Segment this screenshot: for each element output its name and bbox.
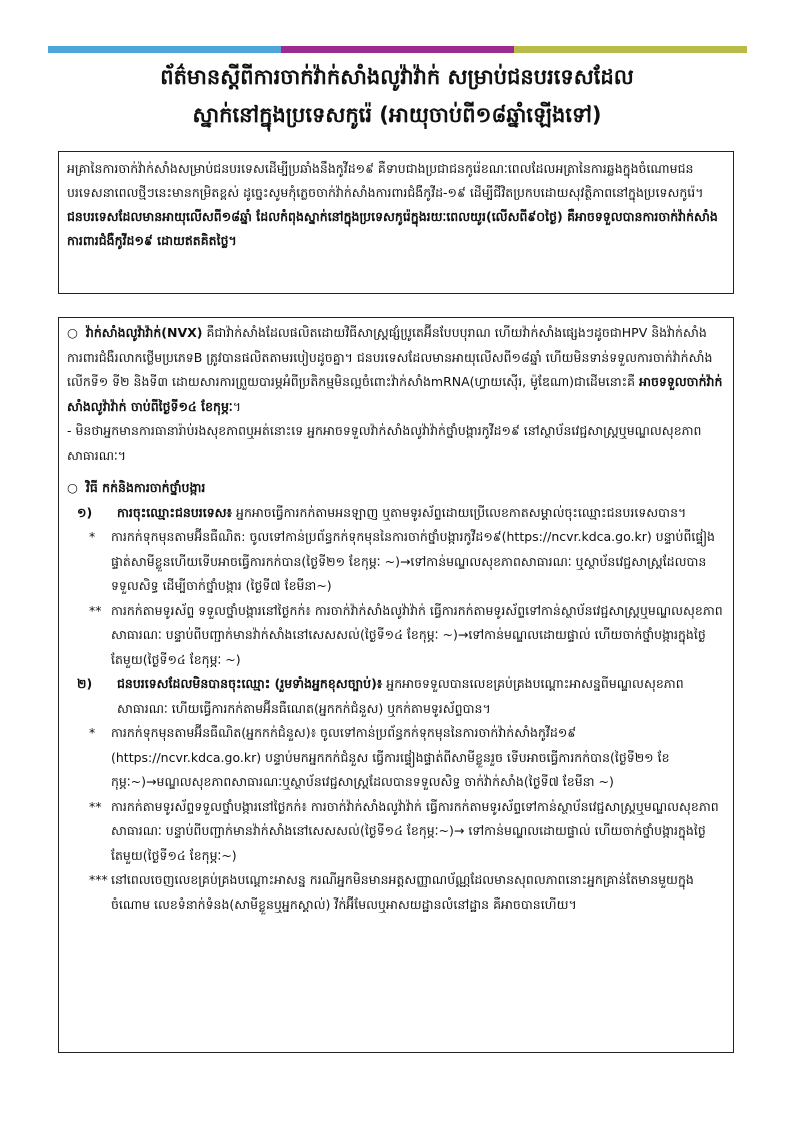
title-line-2: ស្នាក់នៅក្នុងប្រទេសកូរ៉េ (អាយុចាប់ពី១៨ឆ្នាំឡើងទៅ) <box>192 103 602 127</box>
section-1-item-2-text: ការកក់តាមទូរស័ព្ទ ទទួលថ្នាំបង្ការនៅថ្ងៃកក់៖ ការចាក់វ៉ាក់សាំងលូវ៉ាវ៉ាក់ ធ្វើការកក់តាមទូរស័ព្ទទៅកាន់ស្ថាប័នវេជ្ជសាស្ត្រឬមណ្ឌលសុខភាពសាធារណៈ បន្ទាប់ពីបញ្ជាក់មានវ៉ាក់សាំងនៅសេសសល់(ថ្ងៃទី១៤ ខែកុម្ភៈ ~)→ទៅកាន់មណ្ឌលដោយផ្ទាល់ ហើយចាក់ថ្នាំបង្ការក្នុងថ្ងៃតែមួយ(ថ្ងៃទី១៤ ខែកុម្ភៈ ~) <box>111 602 723 667</box>
section-2-item-2-text: ការកក់តាមទូរស័ព្ទទទួលថ្នាំបង្ការនៅថ្ងៃកក់៖ ការចាក់វ៉ាក់សាំងលូវ៉ាវ៉ាក់ ធ្វើការកក់តាមទូរស័ព្ទទៅកាន់ស្ថាប័នវេជ្ជសាស្ត្រឬមណ្ឌលសុខភាពសាធារណៈ បន្ទាប់ពីបញ្ជាក់មានវ៉ាក់សាំងនៅសេសសល់(ថ្ងៃទី១៤ ខែកុម្ភៈ~)→ ទៅកាន់មណ្ឌលដោយផ្ទាល់ ហើយចាក់ថ្នាំបង្ការក្នុងថ្ងៃតែមួយ(ថ្ងៃទី១៤ ខែកុម្ភៈ~) <box>111 798 719 863</box>
asterisk-marker: ** <box>89 798 102 814</box>
title-line-1: ព័ត៌មានស្តីពីការចាក់វ៉ាក់សាំងលូវ៉ាវ៉ាក់ សម្រាប់ជនបរទេសដែល <box>160 65 634 89</box>
purple-bar <box>281 46 514 53</box>
bullet-icon: ○ <box>67 325 78 340</box>
section-1-text: អ្នកអាចធ្វើការកក់តាមអនឡាញ ឬតាមទូរស័ព្ទដោយប្រើលេខកាតសម្គាល់ចុះឈ្មោះជនបរទេសបាន។ <box>232 504 687 520</box>
section-2 <box>67 672 725 721</box>
section-1-label: ការចុះឈ្មោះជនបរទេស៖ <box>117 504 233 520</box>
section-1-item-1-text: ការកក់ទុកមុនតាមអ៊ីនធឺណិត: ចូលទៅកាន់ប្រព័ន្ធកក់ទុកមុននៃការចាក់ថ្នាំបង្ការកូវីដ១៩(https://ncvr.kdca.go.kr) បន្ទាប់ពីផ្ទៀងផ្ទាត់សាមីខ្លួនហើយទើបអាចធ្វើការកក់បាន(ថ្ងៃទី២១ ខែកុម្ភៈ ~)→ទៅកាន់មណ្ឌលសុខភាពសាធារណៈ ឬស្ថាប័នវេជ្ជសាស្ត្រដែលបានទទួលសិទ្ធ ដើម្បីចាក់ថ្នាំបង្ការ (ថ្ងៃទី៧ ខែមីនា~) <box>111 529 715 593</box>
intro-bold-text: ជនបរទេសដែលមានអាយុលើសពី១៨ឆ្នាំ ដែលកំពុងស្នាក់នៅក្នុងប្រទេសកូរ៉េក្នុងរយៈពេលយូរ(លើសពី៩០ថ្ងៃ) គឺអាចទទួលបានការចាក់វ៉ាក់សាំងការពារជំងឺកូវីដ១៩ ដោយឥតគិតថ្លៃ។ <box>67 209 718 248</box>
nvx-label: វ៉ាក់សាំងលូវ៉ាវ៉ាក់(NVX) <box>85 325 203 340</box>
details-box <box>58 317 734 1053</box>
section-1 <box>67 501 725 526</box>
nvx-paragraph <box>67 321 725 419</box>
section-2-body <box>117 672 725 721</box>
blue-bar <box>48 46 281 53</box>
section-1-item-2 <box>67 599 725 673</box>
nvx-bold-tail: អាចទទួលចាក់វ៉ាក់សាំងលូវ៉ាវ៉ាក់ ចាប់ពីថ្ងៃទី១៤ ខែកុម្ភៈ <box>67 374 723 414</box>
section-2-text: អ្នកអាចទទួលបានលេខគ្រប់គ្រងបណ្តោះអាសន្នពីមណ្ឌលសុខភាពសាធារណៈ ហើយធ្វើការកក់តាមអ៊ីនធឺណេត(អ្នកកក់ជំនួស) ឬកក់តាមទូរស័ព្ទបាន។ <box>117 676 684 716</box>
section-2-label: ជនបរទេសដែលមិនបានចុះឈ្មោះ (រួមទាំងអ្នកខុសច្បាប់)៖ <box>117 676 383 691</box>
asterisk-marker: ** <box>89 602 102 618</box>
section-2-number: ២) <box>77 676 93 691</box>
bullet-icon: ○ <box>67 480 78 495</box>
intro-text: អគ្រានៃការចាក់វ៉ាក់សាំងសម្រាប់ជនបរទេសដើម្បីប្រឆាំងនឹងកូវីដ១៩ គឺទាបជាងប្រជាជនកូរ៉េខណៈពេលដែលអត្រានៃការឆ្លងក្នុងចំណោមជនបរទេសនាពេលថ្មីៗនេះមានកម្រិតខ្ពស់ ដូច្នេះសូមកុំភ្លេចចាក់វ៉ាក់សាំងការពារជំងឺកូវីដ-១៩ ដើម្បីជីវិតប្រកបដោយសុវត្ថិភាពនៅក្នុងប្រទេសកូរ៉េ។ <box>67 161 704 200</box>
nvx-end: ។ <box>232 398 241 414</box>
intro-box <box>58 151 734 294</box>
asterisk-marker: *** <box>89 872 108 887</box>
section-2-item-1 <box>67 721 725 795</box>
asterisk-marker: * <box>89 529 96 544</box>
section-2-item-3 <box>67 868 725 917</box>
nvx-dash-note: - មិនថាអ្នកមានការធានារ៉ាប់រងសុខភាពឬអត់នោះទេ អ្នកអាចទទួលវ៉ាក់សាំងលូវ៉ាវ៉ាក់ថ្នាំបង្ការកូវីដ១៩ នៅស្ថាប័នវេជ្ជសាស្ត្រឬមណ្ឌលសុខភាពសាធារណៈ។ <box>67 423 702 463</box>
section-1-number: ១) <box>77 504 93 520</box>
section-1-body <box>117 501 725 526</box>
section-2-item-2 <box>67 795 725 869</box>
section-1-item-1 <box>67 525 725 599</box>
method-heading-text: វិធី កក់និងការចាក់ថ្នាំបង្ការ <box>85 480 206 495</box>
nvx-text: គឺជាវ៉ាក់សាំងដែលផលិតដោយវិធីសាស្ត្រផ្សំប្រូតេអ៊ីនបែបបុរាណ ហើយវ៉ាក់សាំងផ្សេងៗដូចជាHPV និងវ៉ាក់សាំងការពារជំងឺរលាកថ្លើមប្រភេទB ត្រូវបានផលិតតាមរបៀបដូចគ្នា។ ជនបរទេសដែលមានអាយុលើសពី១៨ឆ្នាំ ហើយមិនទាន់ទទួលការចាក់វ៉ាក់សាំងលើកទី១ ទី២ និងទី៣ ដោយសារការព្រួយបារម្ភអំពីប្រតិកម្មមិនល្អចំពោះវ៉ាក់សាំងmRNA(ហ្វាយស៊ើរ, ម៉ូឌែណា)ជាដើមនោះគឺ <box>67 325 713 389</box>
asterisk-marker: * <box>89 725 96 740</box>
section-2-item-3-text: នៅពេលចេញលេខគ្រប់គ្រងបណ្តោះអាសន្ន ករណីអ្នកមិនមានអត្តសញ្ញាណប័ណ្ណដែលមានសុពលភាពនោះអ្នកគ្រាន់តែមានមួយក្នុងចំណោម លេខទំនាក់ទំនង(សាមីខ្លួនឬអ្នកស្គាល់) វីក់អ៊ីមែលឬអាសយដ្ឋានលំនៅដ្ឋាន គឺអាចបានហើយ។ <box>111 872 694 912</box>
section-2-item-1-text: ការកក់ទុកមុនតាមអ៊ីនធឺណិត(អ្នកកក់ជំនួស)៖ ចូលទៅកាន់ប្រព័ន្ធកក់ទុកមុននៃការចាក់វ៉ាក់សាំងកូវីដ១៩ (https://ncvr.kdca.go.kr) បន្ទាប់មកអ្នកកក់ជំនួស ធ្វើការផ្ទៀងផ្ទាត់ពីសាមីខ្លួនរួច ទើបអាចធ្វើការកក់បាន(ថ្ងៃទី២១ ខែកុម្ភៈ~)→មណ្ឌលសុខភាពសាធារណៈឬស្ថាប័នវេជ្ជសាស្ត្រដែលបានទទួលសិទ្ធ ចាក់វ៉ាក់សាំង(ថ្ងៃទី៧ ខែមីនា ~) <box>111 725 670 789</box>
page-title <box>40 58 754 134</box>
method-heading <box>67 476 725 501</box>
olive-bar <box>514 46 747 53</box>
header-color-bars <box>48 46 747 53</box>
